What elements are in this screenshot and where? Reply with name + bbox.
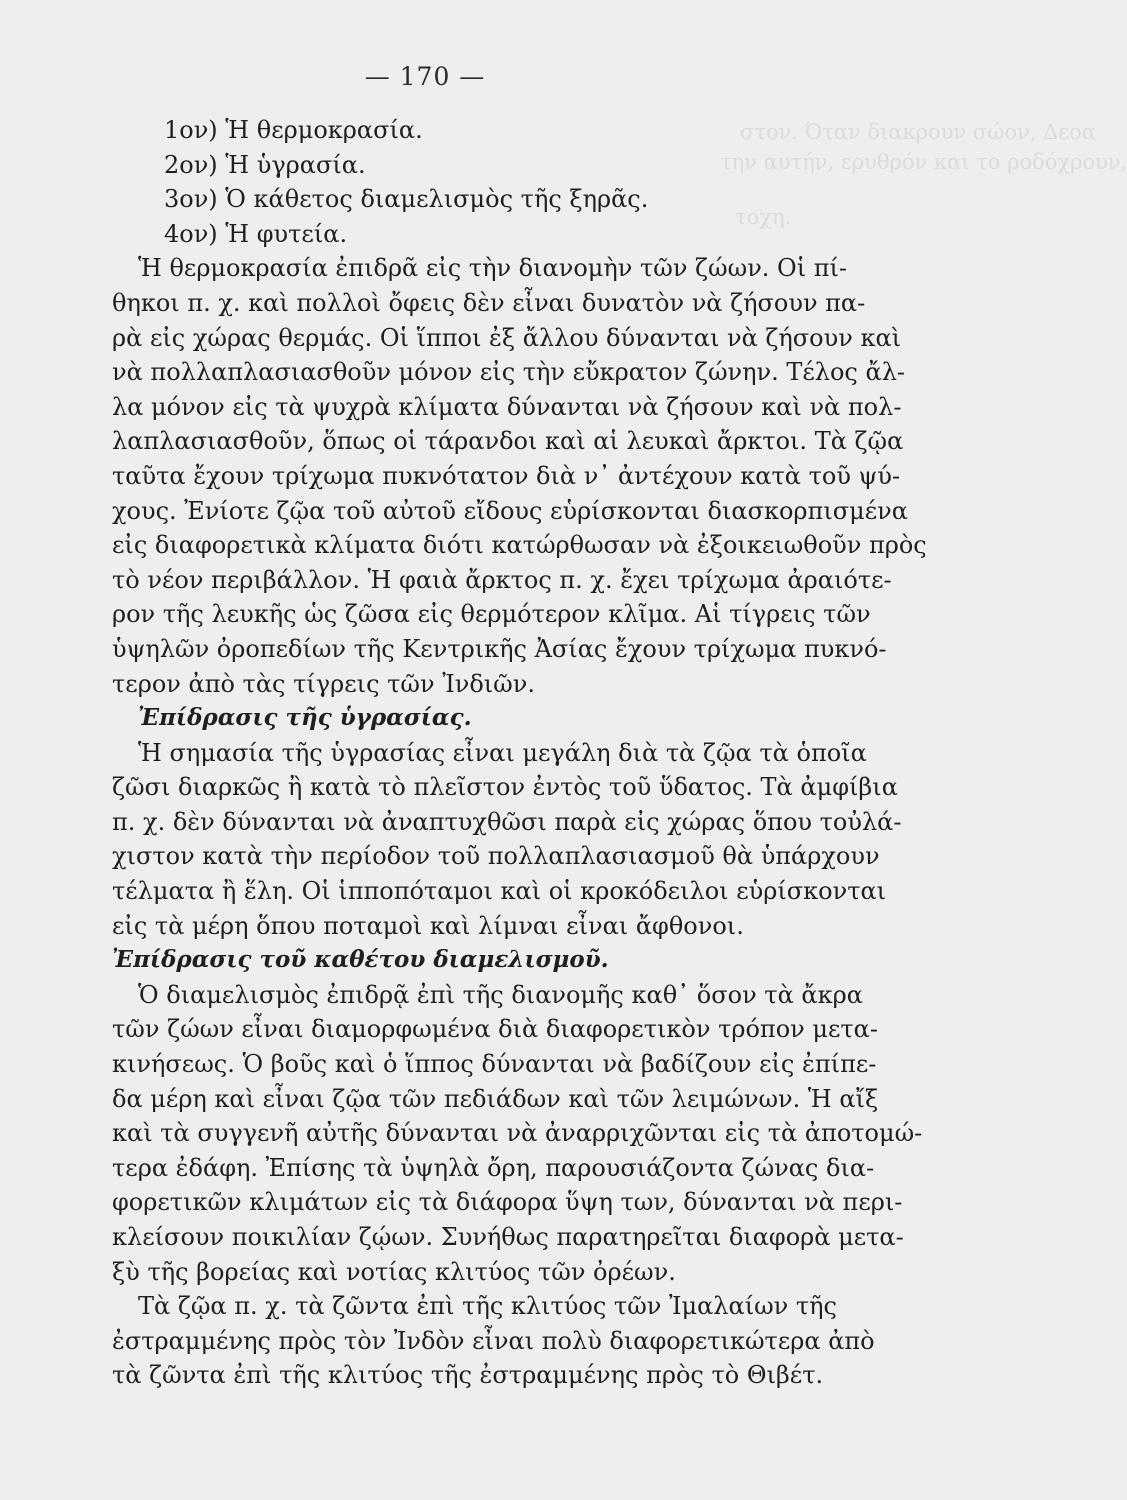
section-heading-vertical-division: Ἐπίδρασις τοῦ καθέτου διαμελισμοῦ. [112, 946, 609, 974]
paragraph-line: χιστον κατὰ τὴν περίοδον τοῦ πολλαπλασιασμοῦ θὰ ὑπάρχουν [112, 842, 880, 871]
paragraph-line: π. χ. δὲν δύνανται νὰ ἀναπτυχθῶσι παρὰ εἰς χώρας ὅπου τοὐλά- [112, 807, 902, 836]
paragraph-line: ταῦτα ἔχουν τρίχωμα πυκνότατον διὰ ν᾽ ἀντέχουν κατὰ τοῦ ψύ- [112, 461, 901, 490]
bleed-through-text-2: την αυτήν, ερυθρόν και το ροδόχρουν, [720, 150, 1127, 174]
paragraph-line: λα μόνον εἰς τὰ ψυχρὰ κλίματα δύνανται νὰ ζήσουν καὶ νὰ πολ- [112, 392, 902, 421]
paragraph-line: εἰς διαφορετικὰ κλίματα διότι κατώρθωσαν νὰ ἐξοικειωθοῦν πρὸς [112, 531, 927, 560]
paragraph-line: ζῶσι διαρκῶς ἢ κατὰ τὸ πλεῖστον ἐντὸς τοῦ ὕδατος. Τὰ ἀμφίβια [112, 773, 898, 802]
paragraph-line: κλείσουν ποικιλίαν ζῴων. Συνήθως παρατηρεῖται διαφορὰ μετα- [112, 1223, 904, 1251]
paragraph-line: τερα ἐδάφη. Ἐπίσης τὰ ὑψηλὰ ὄρη, παρουσιάζοντα ζώνας δια- [112, 1153, 875, 1182]
paragraph-line: Ἡ σημασία τῆς ὑγρασίας εἶναι μεγάλη διὰ τὰ ζῷα τὰ ὁποῖα [138, 738, 867, 767]
paragraph-line: φορετικῶν κλιμάτων εἰς τὰ διάφορα ὕψη των, δύνανται νὰ περι- [112, 1188, 903, 1217]
paragraph-line: λαπλασιασθοῦν, ὅπως οἱ τάρανδοι καὶ αἱ λευκαὶ ἄρκτοι. Τὰ ζῷα [112, 427, 904, 456]
section-heading-humidity: Ἐπίδρασις τῆς ὑγρασίας. [138, 704, 472, 732]
paragraph-line: θηκοι π. χ. καὶ πολλοὶ ὄφεις δὲν εἶναι δυνατὸν νὰ ζήσουν πα- [112, 288, 866, 317]
paragraph-line: νὰ πολλαπλασιασθοῦν μόνον εἰς τὴν εὔκρατον ζώνην. Τέλος ἄλ- [112, 358, 906, 387]
paragraph-line: Ὁ διαμελισμὸς ἐπιδρᾷ ἐπὶ τῆς διανομῆς καθ᾽ ὅσον τὰ ἄκρα [138, 980, 863, 1009]
paragraph-line: καὶ τὰ συγγενῆ αὐτῆς δύνανται νὰ ἀναρριχῶνται εἰς τὰ ἀποτομώ- [112, 1119, 923, 1148]
paragraph-line: δα μέρη καὶ εἶναι ζῷα τῶν πεδιάδων καὶ τῶν λειμώνων. Ἡ αἴξ [112, 1084, 879, 1113]
paragraph-line: τερον ἀπὸ τὰς τίγρεις τῶν Ἰνδιῶν. [112, 669, 535, 698]
paragraph-line: χους. Ἐνίοτε ζῷα τοῦ αὐτοῦ εἴδους εὑρίσκονται διασκορπισμένα [112, 496, 908, 525]
paragraph-line: Ἡ θερμοκρασία ἐπιδρᾶ εἰς τὴν διανομὴν τῶν ζώων. Οἱ πί- [138, 254, 848, 283]
paragraph-line: ρὰ εἰς χώρας θερμάς. Οἱ ἵπποι ἐξ ἄλλου δύνανται νὰ ζήσουν καὶ [112, 323, 902, 352]
paragraph-line: ρον τῆς λευκῆς ὡς ζῶσα εἰς θερμότερον κλῖμα. Αἱ τίγρεις τῶν [112, 600, 871, 629]
paragraph-line: τέλματα ἢ ἕλη. Οἱ ἱπποπόταμοι καὶ οἱ κροκόδειλοι εὑρίσκονται [112, 877, 887, 906]
paragraph-line: κινήσεως. Ὁ βοῦς καὶ ὁ ἵππος δύνανται νὰ βαδίζουν εἰς ἐπίπε- [112, 1050, 877, 1079]
paragraph-line: Τὰ ζῷα π. χ. τὰ ζῶντα ἐπὶ τῆς κλιτύος τῶν Ἰμαλαίων τῆς [138, 1292, 837, 1321]
paragraph-line: εἰς τὰ μέρη ὅπου ποταμοὶ καὶ λίμναι εἶναι ἄφθονοι. [112, 911, 744, 940]
paragraph-line: ὑψηλῶν ὀροπεδίων τῆς Κεντρικῆς Ἀσίας ἔχουν τρίχωμα πυκνό- [112, 634, 887, 663]
paragraph-line: ξὺ τῆς βορείας καὶ νοτίας κλιτύος τῶν ὀρέων. [112, 1257, 676, 1286]
paragraph-line: ἐστραμμένης πρὸς τὸν Ἰνδὸν εἶναι πολὺ διαφορετικώτερα ἀπὸ [112, 1326, 875, 1355]
list-item-4: 4ον) Ἡ φυτεία. [164, 219, 348, 248]
paragraph-line: τὰ ζῶντα ἐπὶ τῆς κλιτύος τῆς ἐστραμμένης πρὸς τὸ Θιβέτ. [112, 1361, 824, 1390]
paragraph-line: τῶν ζώων εἶναι διαμορφωμένα διὰ διαφορετικὸν τρόπον μετα- [112, 1015, 878, 1044]
bleed-through-text-1: στον. Όταν διακρουν σώον, Δεοα [740, 120, 1096, 144]
bleed-through-text-3: τοχη. [735, 205, 792, 229]
paragraph-line: τὸ νέον περιβάλλον. Ἡ φαιὰ ἄρκτος π. χ. ἔχει τρίχωμα ἀραιότε- [112, 565, 892, 594]
page-number: — 170 — [364, 62, 486, 91]
list-item-2: 2ον) Ἡ ὑγρασία. [164, 150, 366, 179]
list-item-1: 1ον) Ἡ θερμοκρασία. [164, 116, 423, 144]
list-item-3: 3ον) Ὁ κάθετος διαμελισμὸς τῆς ξηρᾶς. [164, 185, 649, 214]
